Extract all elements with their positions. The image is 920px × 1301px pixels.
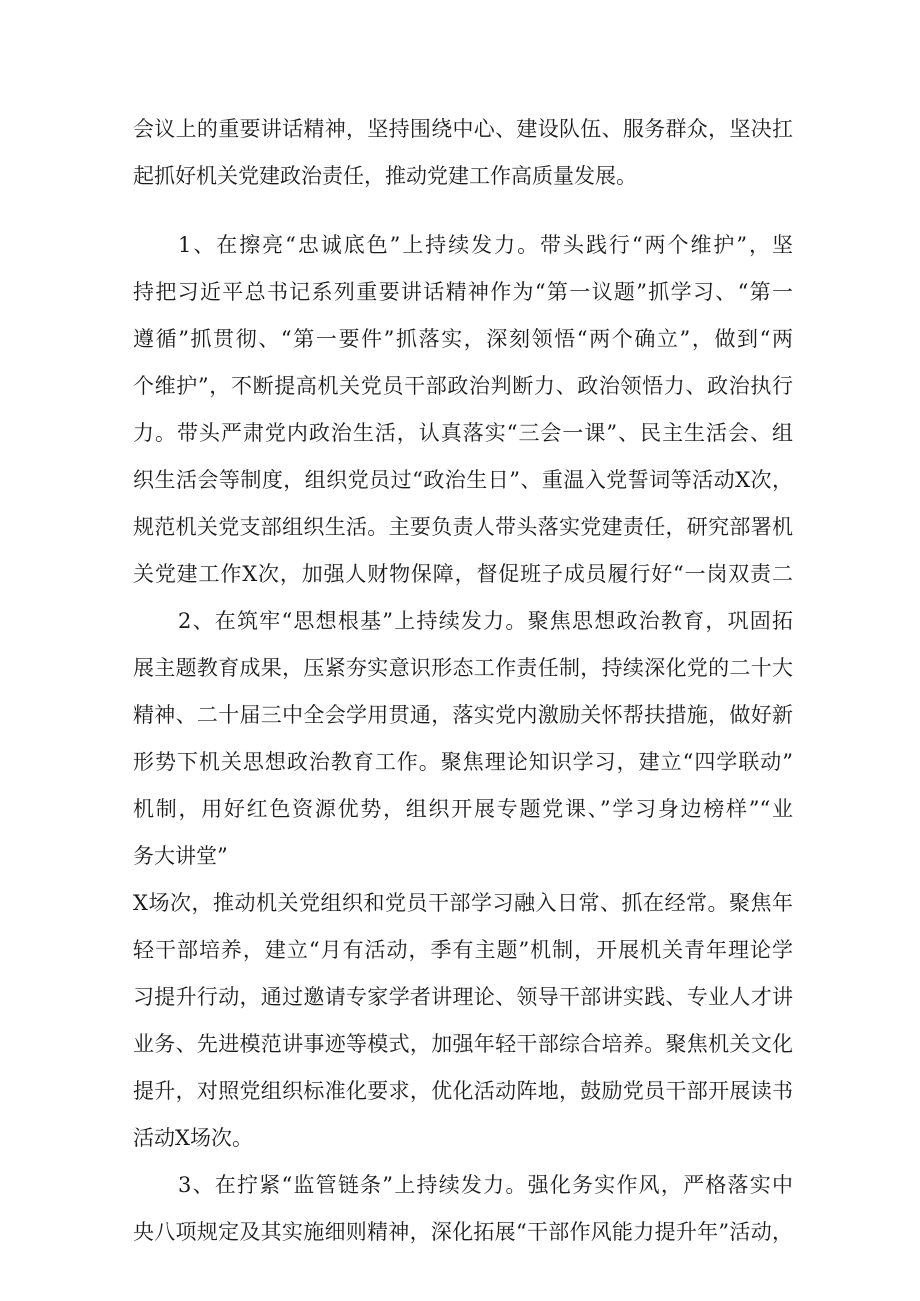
text-line: 遵循”抓贯彻、“第一要件”抓落实，深刻领悟“两个确立”，做到“两 bbox=[133, 327, 793, 351]
text-line: 关党建工作X次，加强人财物保障，督促班子成员履行好“一岗双责二 bbox=[133, 562, 793, 586]
text-line: 会议上的重要讲话精神，坚持围绕中心、建设队伍、服务群众，坚决扛 bbox=[133, 117, 793, 141]
paragraph-2-start: 2、在筑牢“思想根基”上持续发力。聚焦思想政治教育，巩固拓 bbox=[178, 609, 793, 633]
text-line: 精神、二十届三中全会学用贯通，落实党内激励关怀帮扶措施，做好新 bbox=[133, 703, 793, 727]
text-line: 活动X场次。 bbox=[133, 1126, 253, 1150]
text-line: 提升，对照党组织标准化要求，优化活动阵地，鼓励党员干部开展读书 bbox=[133, 1079, 793, 1103]
text-line: 务大讲堂” bbox=[133, 844, 228, 868]
paragraph-3-start: 3、在拧紧“监管链条”上持续发力。强化务实作风，严格落实中 bbox=[178, 1173, 793, 1197]
text-line: 起抓好机关党建政治责任，推动党建工作高质量发展。 bbox=[133, 164, 637, 188]
text-line: 形势下机关思想政治教育工作。聚焦理论知识学习，建立“四学联动” bbox=[133, 750, 793, 774]
text-line: 个维护”，不断提高机关党员干部政治判断力、政治领悟力、政治执行 bbox=[133, 374, 793, 398]
text-line: 持把习近平总书记系列重要讲话精神作为“第一议题”抓学习、“第一 bbox=[133, 280, 793, 304]
text-line: 机制，用好红色资源优势，组织开展专题党课、”学习身边榜样”“业 bbox=[133, 797, 793, 821]
text-line: X场次，推动机关党组织和党员干部学习融入日常、抓在经常。聚焦年 bbox=[133, 891, 793, 915]
text-line: 习提升行动，通过邀请专家学者讲理论、领导干部讲实践、专业人才讲 bbox=[133, 985, 793, 1009]
text-line: 轻干部培养，建立“月有活动，季有主题”机制，开展机关青年理论学 bbox=[133, 938, 793, 962]
text-line: 展主题教育成果，压紧夯实意识形态工作责任制，持续深化党的二十大 bbox=[133, 656, 793, 680]
text-line: 业务、先进模范讲事迹等模式，加强年轻干部综合培养。聚焦机关文化 bbox=[133, 1032, 793, 1056]
text-line: 央八项规定及其实施细则精神，深化拓展“干部作风能力提升年”活动， bbox=[133, 1220, 793, 1244]
text-line: 力。带头严肃党内政治生活，认真落实“三会一课”、民主生活会、组 bbox=[133, 421, 793, 445]
text-line: 织生活会等制度，组织党员过“政治生日”、重温入党誓词等活动X次， bbox=[133, 468, 793, 492]
text-line: 规范机关党支部组织生活。主要负责人带头落实党建责任，研究部署机 bbox=[133, 515, 793, 539]
paragraph-1-start: 1、在擦亮“忠诚底色”上持续发力。带头践行“两个维护”，坚 bbox=[178, 233, 793, 257]
